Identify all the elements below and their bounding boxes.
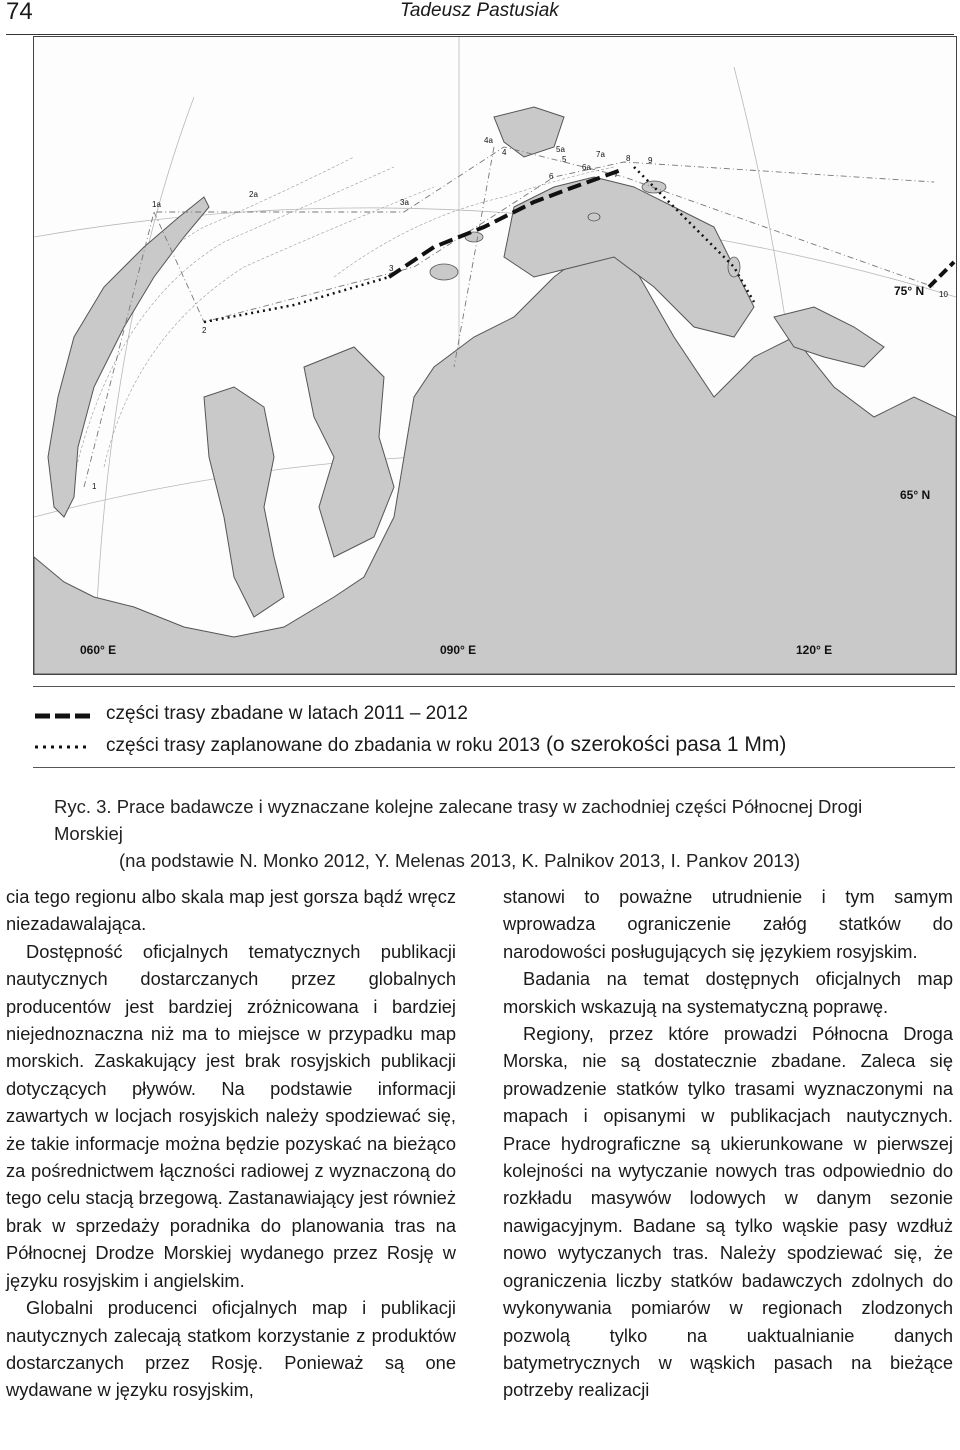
paragraph: Dostępność oficjalnych tematycznych publikacji nautycznych dostarczanych przez globalnych producentów jest bardziej zróżnicowana i bardziej niejednoznaczna niż ma to miejsce w przypadku map morskich. Zaskakujący jest brak rosyjskich publikacji dotyczących pływów. Na podstawie informacji zawartych w locjach rosyjskich należy spodziewać się, że takie informacje można będzie pozyskać na bieżąco za pośrednictwem łączności radiowej z wyznaczoną do tego celu stacją brzegową. Zastanawiający jest również brak w sprzedaży poradnika do planowania tras na Północnej Drodze Morskiej wydanego przez Rosję w języku rosyjskim i angielskim.	[6, 940, 456, 1291]
legend-planned-text	[106, 733, 786, 757]
waypoint-label: 5a	[556, 145, 565, 154]
waypoint-label: 3a	[400, 198, 409, 207]
waypoint-label: 2	[202, 326, 207, 335]
waypoint-label: 2a	[249, 190, 258, 199]
left-column	[6, 883, 456, 1404]
dotted-symbol	[33, 741, 93, 753]
paragraph: Globalni producenci oficjalnych map i publikacji nautycznych zalecają statkom korzystanie z produktów dostarczanych przez Rosję. Ponieważ są one wydawane w języku rosyjskim,	[6, 1297, 456, 1401]
lon-label-090: 090° E	[440, 643, 477, 657]
waypoint-label: 7	[614, 170, 619, 179]
lat-label-65: 65° N	[900, 488, 931, 502]
waypoint-label: 7a	[596, 150, 605, 159]
waypoint-label: 6	[549, 172, 554, 181]
caption-line-1: Ryc. 3. Prace badawcze i wyznaczane kolejne zalecane trasy w zachodniej części Północnej Drogi Morskiej	[54, 796, 863, 844]
lat-marker-10: 10	[939, 290, 948, 299]
header-rule	[6, 34, 954, 35]
paragraph: Regiony, przez które prowadzi Północna Droga Morska, nie są dostatecznie zbadane. Zaleca się prowadzenie statków tylko trasami wyznaczonymi na mapach i opisanymi w publikacjach nautycznych. Prace hydrograficzne są ukierunkowane w pierwszej kolejności na wytyczanie nowych tras odpowiednio do rozkładu masywów lodowych w danym sezonie nawigacyjnym. Badane są tylko wąskie pasy wzdłuż nowo wytyczanych tras. Należy spodziewać się, że ograniczenia liczby statków badawczych zdolnych do wykonywania pomiarów w regionach zlodzonych pozwolą tylko na uaktualnianie danych batymetrycznych w wąskich pasach na bieżące potrzeby realizacji	[503, 1023, 953, 1401]
lon-label-060: 060° E	[80, 643, 117, 657]
waypoint-label: 3	[389, 264, 394, 273]
figure-caption	[54, 793, 924, 874]
legend-planned-note: (o szerokości pasa 1 Mm)	[540, 733, 787, 756]
lon-label-120: 120° E	[796, 643, 833, 657]
right-column	[503, 883, 953, 1404]
route-map	[33, 36, 957, 675]
map-legend	[33, 686, 955, 768]
map-svg	[34, 37, 956, 674]
waypoint-label: 4	[502, 148, 507, 157]
paragraph: cia tego regionu albo skala map jest gorsza bądź wręcz niezadawalająca.	[6, 886, 456, 935]
paragraph: Badania na temat dostępnych oficjalnych map morskich wskazują na systematyczną poprawę.	[503, 968, 953, 1017]
waypoint-label: 6a	[582, 163, 591, 172]
lat-label-75: 75° N	[894, 284, 925, 298]
waypoint-label: 1	[92, 482, 97, 491]
paragraph: stanowi to poważne utrudnienie i tym samym wprowadza ograniczenie załóg statków do narodowości posługujących się językiem rosyjskim.	[503, 886, 953, 962]
waypoint-label: 9	[648, 156, 653, 165]
waypoint-label: 5	[562, 155, 567, 164]
legend-planned-label: części trasy zaplanowane do zbadania w roku 2013	[106, 735, 541, 756]
legend-surveyed-text: części trasy zbadane w latach 2011 – 2012	[106, 703, 468, 724]
caption-line-2: (na podstawie N. Monko 2012, Y. Melenas 2013, K. Palnikov 2013, I. Pankov 2013)	[119, 850, 801, 871]
waypoint-label: 8	[626, 154, 631, 163]
bold-dash-symbol	[33, 711, 93, 723]
page-number: 74	[6, 0, 33, 25]
waypoint-label: 1a	[152, 200, 161, 209]
waypoint-label: 4a	[484, 136, 493, 145]
running-header-author: Tadeusz Pastusiak	[400, 0, 559, 21]
